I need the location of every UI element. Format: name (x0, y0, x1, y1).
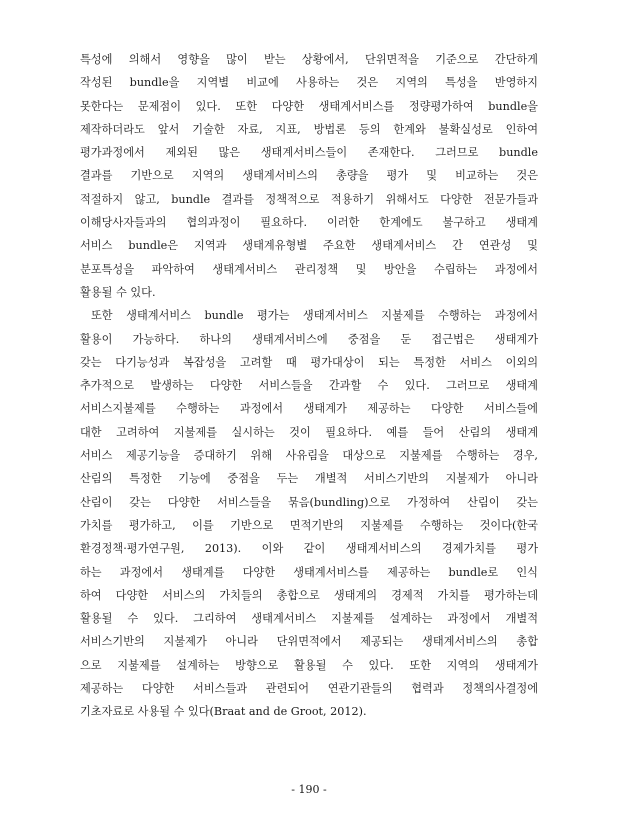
text-line: 산림의 특정한 기능에 중점을 두는 개별적 서비스기반의 지불제가 아니라 (80, 472, 538, 486)
text-line: 서비스 제공기능을 증대하기 위해 사유림을 대상으로 지불제를 수행하는 경우, (80, 449, 538, 463)
text-line: 서비스기반의 지불제가 아니라 단위면적에서 제공되는 생태계서비스의 총합 (80, 635, 538, 649)
text-line: 서비스지불제를 수행하는 과정에서 생태계가 제공하는 다양한 서비스들에 (80, 402, 538, 416)
text-line: 추가적으로 발생하는 다양한 서비스들을 간과할 수 있다. 그러므로 생태계 (80, 379, 538, 393)
text-line: 이해당사자들과의 협의과정이 필요하다. 이러한 한계에도 불구하고 생태계 (80, 216, 538, 230)
text-line: 제공하는 다양한 서비스들과 관련되어 연관기관들의 협력과 정책의사결정에 (80, 682, 538, 696)
text-line: 또한 생태계서비스 bundle 평가는 생태계서비스 지불제를 수행하는 과정에서 (91, 309, 538, 323)
text-line: 으로 지불제를 설계하는 방향으로 활용될 수 있다. 또한 지역의 생태계가 (80, 658, 538, 672)
text-line: 평가과정에서 제외된 많은 생태계서비스들이 존재한다. 그러므로 bundle (80, 146, 538, 160)
text-line: 활용될 수 있다. (80, 285, 156, 299)
text-line: 못한다는 문제점이 있다. 또한 다양한 생태계서비스를 정량평가하여 bundle을 (80, 99, 538, 113)
text-line: 특성에 의해서 영향을 많이 받는 상황에서, 단위면적을 기준으로 간단하게 (80, 53, 538, 66)
text-line: 서비스 bundle은 지역과 생태계유형별 주요한 생태계서비스 간 연관성 및 (80, 239, 538, 253)
text-line: 하여 다양한 서비스의 가치들의 총합으로 생태계의 경제적 가치를 평가하는데 (80, 588, 538, 602)
text-line: 분포특성을 파악하여 생태계서비스 관리정책 및 방안을 수립하는 과정에서 (80, 262, 538, 276)
text-line: 활용될 수 있다. 그리하여 생태계서비스 지불제를 설계하는 과정에서 개별적 (80, 612, 538, 626)
text-line: 갖는 다기능성과 복잡성을 고려할 때 평가대상이 되는 특정한 서비스 이외의 (80, 355, 538, 369)
text-line: 산림이 갖는 다양한 서비스들을 묶음(bundling)으로 가정하여 산림이 갖는 (80, 495, 538, 509)
text-line: 기초자료로 사용될 수 있다(Braat and de Groot, 2012). (80, 705, 367, 719)
text-line: 적절하지 않고, bundle 결과를 정책적으로 적용하기 위해서도 다양한 전문가들과 (80, 192, 538, 206)
text-line: 활용이 가능하다. 하나의 생태계서비스에 중점을 둔 접근법은 생태계가 (80, 332, 538, 346)
text-line: 환경정책·평가연구원, 2013). 이와 같이 생태계서비스의 경제가치를 평가 (80, 542, 538, 556)
page-number: - 190 - (291, 783, 327, 796)
text-line: 작성된 bundle을 지역별 비교에 사용하는 것은 지역의 특성을 반영하지 (80, 76, 538, 90)
paragraph-2 (80, 304, 538, 723)
text-line: 가치를 평가하고, 이를 기반으로 면적기반의 지불제를 수행하는 것이다(한국 (80, 518, 538, 532)
text-line: 하는 과정에서 생태계를 다양한 생태계서비스를 제공하는 bundle로 인식 (80, 565, 538, 579)
text-line: 대한 고려하여 지불제를 실시하는 것이 필요하다. 예를 들어 산림의 생태계 (80, 425, 538, 439)
text-line: 결과를 기반으로 지역의 생태계서비스의 총량을 평가 및 비교하는 것은 (80, 169, 538, 183)
paragraph-1 (80, 48, 538, 304)
text-line: 제작하더라도 앞서 기술한 자료, 지표, 방법론 등의 한계와 불확실성로 인하여 (80, 122, 538, 136)
document-body (80, 48, 538, 724)
